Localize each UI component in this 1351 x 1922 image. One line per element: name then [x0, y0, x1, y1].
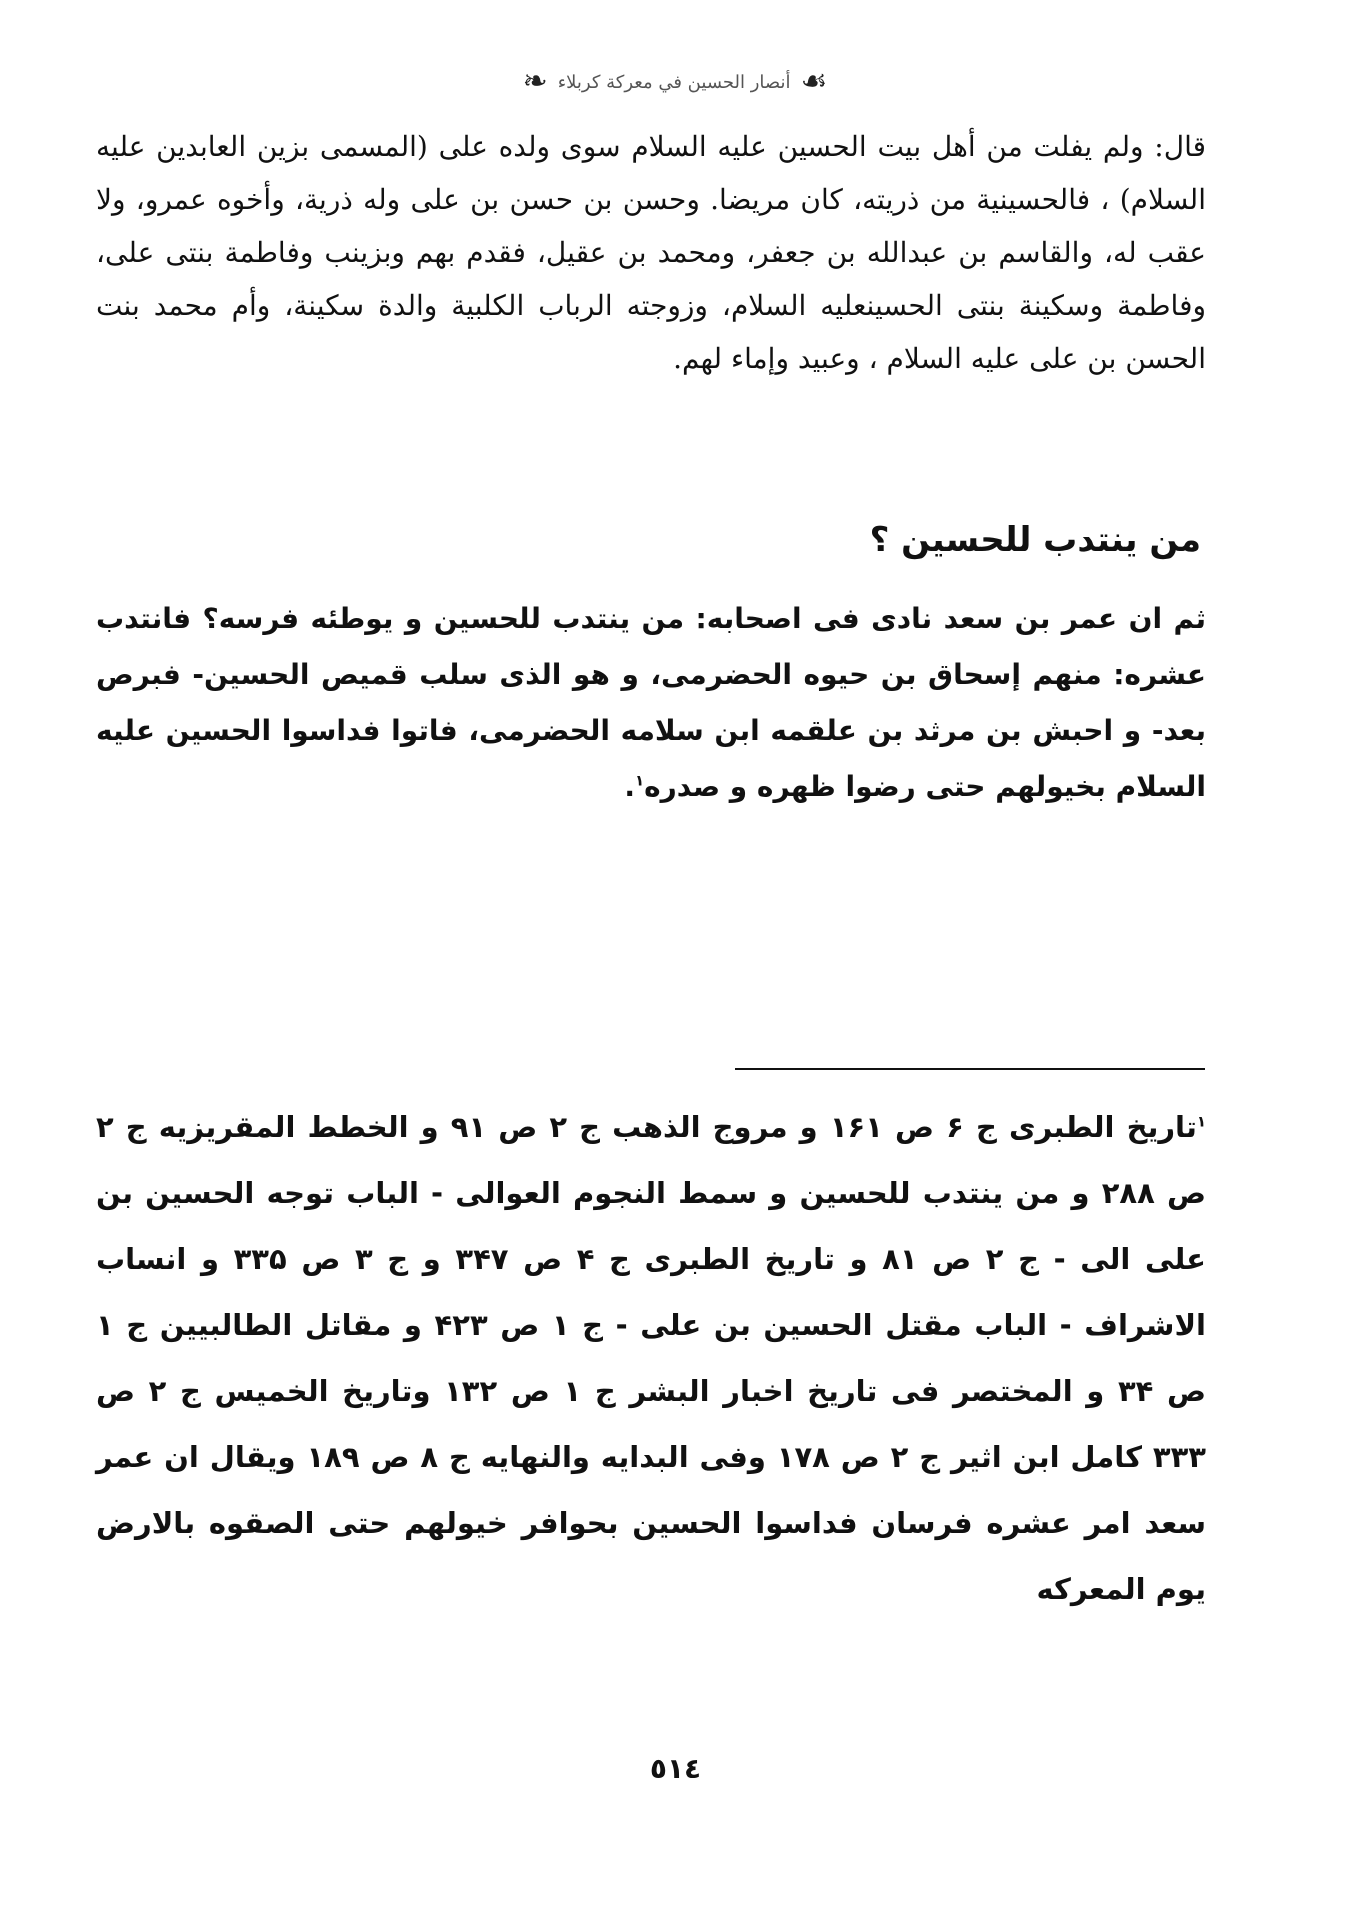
intro-paragraph [96, 120, 1206, 385]
footnote-block [96, 1094, 1206, 1622]
footnote-marker: ١ [1196, 1112, 1206, 1131]
footnote-text: تاريخ الطبرى ج ۶ ص ١۶١ و مروج الذهب ج ٢ ص ٩١ و الخطط المقريزيه ج ٢ ص ٢٨٨ و من ينتدب للحسين و سمط النجوم العوالى - الباب توجه الحسين بن على الى - ج ٢ ص ٨١ و تاريخ الطبرى ج ۴ ص ٣۴٧ و ج ٣ ص ٣٣۵ و انساب الاشراف - الباب مقتل الحسين بن على - ج ١ ص ۴٢٣ و مقاتل الطالبيين ج ١ ص ٣۴ و المختصر فى تاريخ اخبار البشر ج ١ ص ١٣٢ وتاريخ الخميس ج ٢ ص ٣٣٣ كامل ابن اثير ج ٢ ص ١٧٨ وفى البدايه والنهايه ج ٨ ص ١٨٩ ويقال ان عمر سعد امر عشره فرسان فداسوا الحسين بحوافر خيولهم حتى الصقوه بالارض يوم المعركه [96, 1110, 1207, 1606]
running-header [450, 62, 900, 102]
intro-text: قال: ولم يفلت من أهل بيت الحسين عليه السلام سوى ولده على (المسمى بزين العابدين عليه السلام) ، فالحسينية من ذريته، كان مريضا. وحسن بن حسن بن على وله ذرية، وأخوه عمرو، ولا عقب له، والقاسم بن عبدالله بن جعفر، ومحمد بن عقيل، فقدم بهم وبزينب وفاطمة بنتى على، وفاطمة وسكينة بنتى الحسينعليه السلام، وزوجته الرباب الكلبية والدة سكينة، وأم محمد بنت الحسن بن على عليه السلام ، وعبيد وإماء لهم. [96, 130, 1206, 375]
section-heading: من ينتدب للحسين ؟ [869, 520, 1201, 560]
ornament-right-icon: ☙ [800, 64, 828, 99]
section-paragraph: ثم ان عمر بن سعد نادى فى اصحابه: من ينتدب للحسين و يوطئه فرسه؟ فانتدب عشره: منهم إسحاق بن حيوه الحضرمى، و هو الذى سلب قميص الحسين- فبرص بعد- و احبش بن مرثد بن علقمه ابن سلامه الحضرمى، فاتوا فداسوا الحسين عليه السلام بخيولهم حتى رضوا ظهره و صدره$^١$. [96, 602, 1206, 803]
footnote-reference: ١ [634, 771, 645, 790]
ornament-left-icon: ❧ [522, 64, 548, 99]
running-head-title: أنصار الحسين في معركة كربلاء [557, 71, 791, 93]
footnote-divider [735, 1068, 1205, 1070]
page-number: ٥١٤ [649, 1752, 702, 1785]
section-text: ثم ان عمر بن سعد نادى فى اصحابه: من ينتدب للحسين و يوطئه فرسه؟ فانتدب عشره: منهم إسحاق بن حيوه الحضرمى، و هو الذى سلب قميص الحسين- فبرص بعد- و احبش بن مرثد بن علقمه ابن سلامه الحضرمى، فاتوا فداسوا الحسين عليه السلام بخيولهم حتى رضوا ظهره و صدره [96, 602, 1206, 803]
